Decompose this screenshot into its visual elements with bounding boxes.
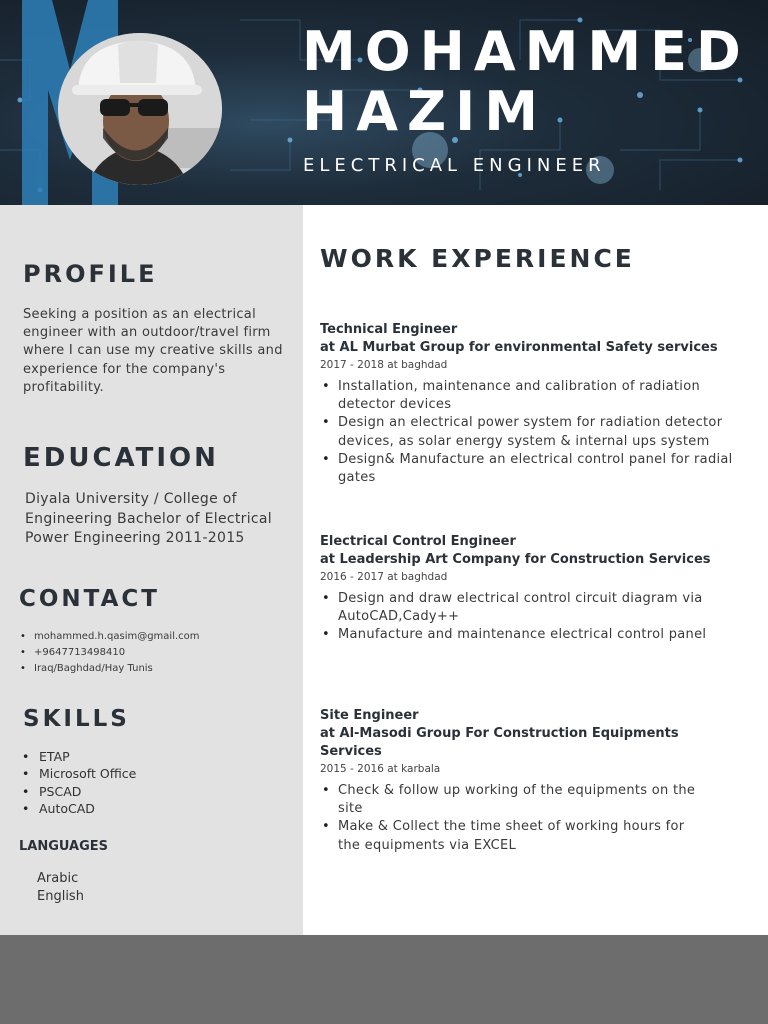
job-role: Technical Engineer <box>320 322 458 337</box>
language-item: Arabic <box>37 871 79 886</box>
job-company: at Leadership Art Company for Construction Services <box>320 552 711 567</box>
job-entry-3 <box>320 707 700 855</box>
header-banner <box>0 0 768 205</box>
job-company: at Al-Masodi Group For Construction Equipments Services <box>320 726 679 759</box>
profile-text: Seeking a position as an electrical engineer with an outdoor/travel firm where I can use my creative skills and experience for the company's profitability. <box>23 307 283 395</box>
skill-item: • AutoCAD <box>39 800 136 817</box>
job-entry-2 <box>320 533 740 645</box>
profile-photo <box>58 33 222 185</box>
job-date: 2017 - 2018 at baghdad <box>320 359 448 371</box>
job-date: 2015 - 2016 at karbala <box>320 763 441 775</box>
skills-list <box>39 748 136 817</box>
job-duty: • Design and draw electrical control circuit diagram via AutoCAD,Cady++ <box>338 590 740 626</box>
job-company: at AL Murbat Group for environmental Safety services <box>320 340 718 355</box>
job-duty: • Check & follow up working of the equipments on the site <box>338 782 700 818</box>
profile-heading: PROFILE <box>23 260 158 288</box>
education-heading: EDUCATION <box>23 443 219 473</box>
contact-heading: CONTACT <box>19 586 160 612</box>
job-role: Electrical Control Engineer <box>320 534 516 549</box>
job-duties <box>338 782 700 855</box>
name-first: MOHAMMED <box>302 20 750 83</box>
job-entry-1 <box>320 321 740 487</box>
job-date: 2016 - 2017 at baghdad <box>320 571 448 583</box>
language-item: English <box>37 889 84 904</box>
person-avatar-icon <box>58 33 222 185</box>
job-duty: • Manufacture and maintenance electrical control panel <box>338 626 740 644</box>
skills-heading: SKILLS <box>23 706 130 732</box>
contact-phone[interactable]: • +9647713498410 <box>20 645 200 661</box>
skill-item: • PSCAD <box>39 783 136 800</box>
job-duties <box>338 590 740 645</box>
footer-band <box>0 935 768 1024</box>
job-role: Site Engineer <box>320 708 419 723</box>
job-duty: • Design an electrical power system for radiation detector devices, as solar energy system & internal ups system <box>338 414 740 450</box>
job-duty: • Make & Collect the time sheet of working hours for the equipments via EXCEL <box>338 818 700 854</box>
job-duties <box>338 378 740 487</box>
contact-address: • Iraq/Baghdad/Hay Tunis <box>20 661 200 677</box>
contact-email[interactable]: • mohammed.h.qasim@gmail.com <box>20 629 200 645</box>
name-last: HAZIM <box>302 80 547 143</box>
candidate-name <box>302 22 750 142</box>
job-duty: • Design& Manufacture an electrical control panel for radial gates <box>338 451 740 487</box>
contact-list <box>20 629 200 677</box>
work-experience-heading: WORK EXPERIENCE <box>320 244 635 273</box>
job-duty: • Installation, maintenance and calibration of radiation detector devices <box>338 378 740 414</box>
skill-item: • ETAP <box>39 748 136 765</box>
job-title: ELECTRICAL ENGINEER <box>303 155 606 176</box>
languages-heading: LANGUAGES <box>19 839 109 854</box>
education-text: Diyala University / College of Engineering Bachelor of Electrical Power Engineering 2011-2015 <box>25 491 272 546</box>
languages-list <box>37 870 84 906</box>
skill-item: • Microsoft Office <box>39 765 136 782</box>
